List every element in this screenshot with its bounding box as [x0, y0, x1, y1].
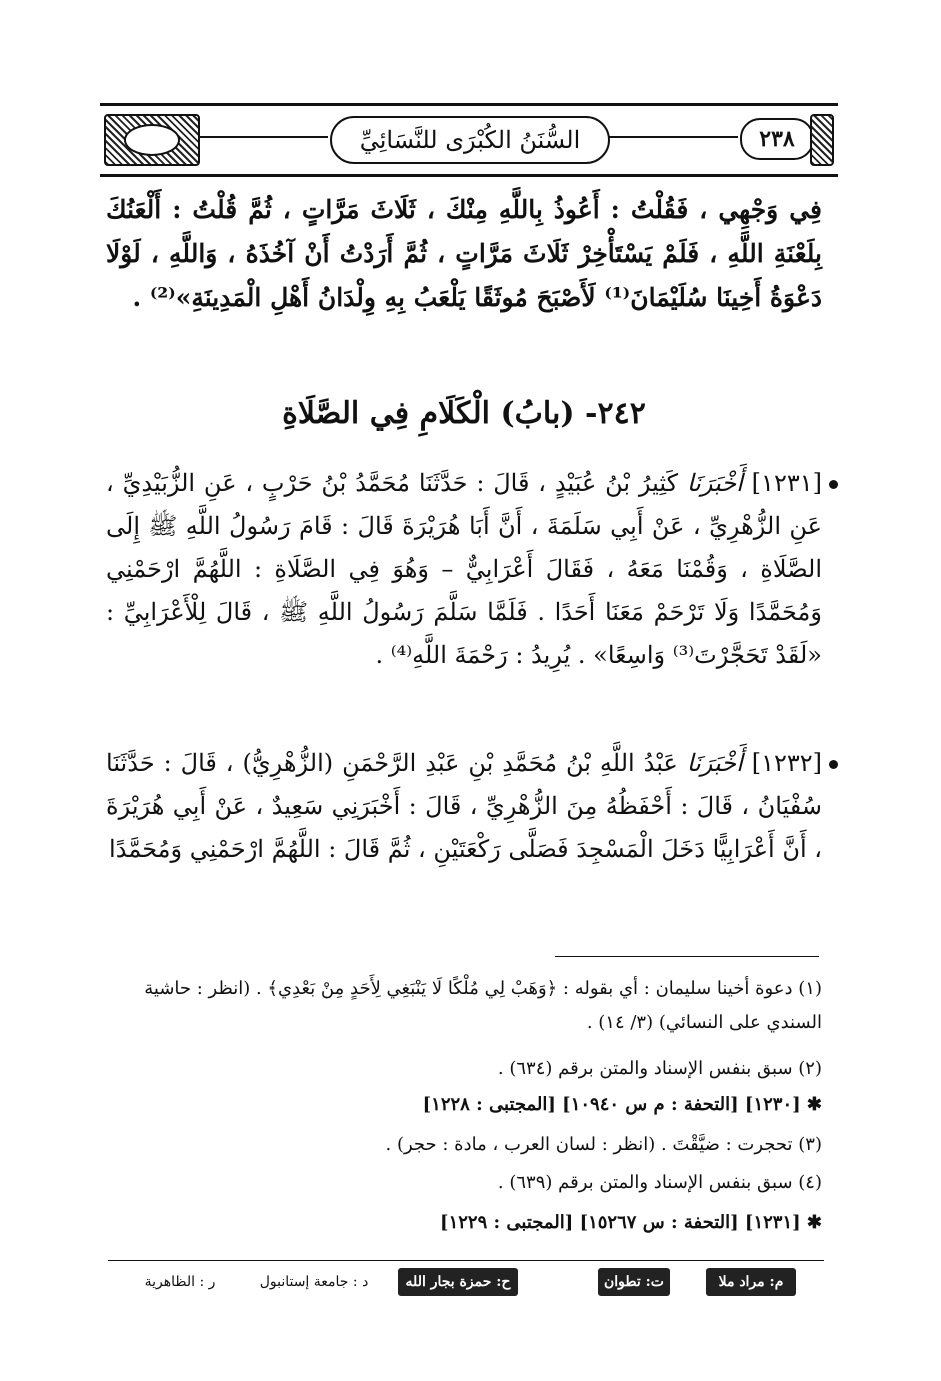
page-header	[100, 103, 838, 177]
hadith-akhbarana: أَخْبَرَنَا	[686, 749, 743, 777]
bullet-icon	[829, 760, 838, 769]
credit-d: د : جامعة إستانبول	[259, 1274, 369, 1290]
ornament-right-icon	[810, 114, 834, 166]
opening-paragraph: فِي وَجْهِي ، فَقُلْتُ : أَعُوذُ بِاللَّهِ مِنْكَ ، ثَلَاثَ مَرَّاتٍ ، ثُمَّ قُلْتُ : أَلْعَنُكَ بِلَعْنَةِ اللَّهِ ، فَلَمْ يَسْتَأْخِرْ ثَلَاثَ مَرَّاتٍ ، ثُمَّ أَرَدْتُ أَنْ آخُذَهُ ، وَاللَّهِ ، لَوْلَا دَعْوَةُ أَخِينَا سُلَيْمَانَ⁽¹⁾ لَأَصْبَحَ مُوثَقًا يَلْعَبُ بِهِ وِلْدَانُ أَهْلِ الْمَدِينَةِ»⁽²⁾ .	[106, 195, 822, 312]
footnote-takhrij-1231: ✱ [١٢٣١] [التحفة : س ١٥٢٦٧] [المجتبى : ١٢٢٩]	[440, 1212, 822, 1233]
hadith-number: [١٢٣٢]	[751, 749, 822, 777]
footnote-2: (٢) سبق بنفس الإسناد والمتن برقم (٦٣٤) .	[497, 1058, 822, 1079]
credit-h: ح: حمزة بجار الله	[398, 1268, 518, 1296]
chapter-heading: ٢٤٢- (بابُ) الْكَلَامِ فِي الصَّلَاةِ	[282, 396, 646, 431]
footnote-divider	[555, 956, 819, 957]
book-title: السُّنَنُ الكُبْرَى للنَّسَائِيِّ	[330, 116, 610, 164]
credit-m: م: مراد ملا	[706, 1268, 796, 1296]
credit-t: ت: تطوان	[598, 1268, 670, 1296]
hadith-text: كَثِيرُ بْنُ عُبَيْدٍ ، قَالَ : حَدَّثَنَا مُحَمَّدُ بْنُ حَرْبٍ ، عَنِ الزُّبَيْدِيِّ ، عَنِ الزُّهْرِيِّ ، عَنْ أَبِي سَلَمَةَ ، أَنَّ أَبَا هُرَيْرَةَ قَالَ : قَامَ رَسُولُ اللَّهِ ﷺ إِلَى الصَّلَاةِ ، وَقُمْنَا مَعَهُ ، فَقَالَ أَعْرَابِيٌّ – وَهُوَ فِي الصَّلَاةِ : اللَّهُمَّ ارْحَمْنِي وَمُحَمَّدًا وَلَا تَرْحَمْ مَعَنَا أَحَدًا . فَلَمَّا سَلَّمَ رَسُولُ اللَّهِ ﷺ ، قَالَ لِلْأَعْرَابِيِّ : «لَقَدْ تَحَجَّرْتَ⁽³⁾ وَاسِعًا» . يُرِيدُ : رَحْمَةَ اللَّهِ⁽⁴⁾ .	[106, 469, 822, 669]
hadith-1231	[106, 462, 822, 677]
hadith-number: [١٢٣١]	[751, 469, 822, 497]
bullet-icon	[829, 480, 838, 489]
footnote-4: (٤) سبق بنفس الإسناد والمتن برقم (٦٣٩) .	[497, 1172, 822, 1193]
page-number: ٢٣٨	[740, 118, 814, 160]
footnote-3: (٣) تحجرت : ضيَّقْتَ . (انظر : لسان العرب ، مادة : حجر) .	[385, 1134, 822, 1155]
footnote-1: (١) دعوة أخينا سليمان : أي بقوله : ﴿وَهَبْ لِي مُلْكًا لَا يَنْبَغِي لِأَحَدٍ مِنْ بَعْدِي﴾ . (انظر : حاشية السندي على النسائي) (٣/ ١٤) .	[144, 978, 822, 1033]
hadith-1232	[106, 742, 822, 871]
footnote-takhrij-1230: ✱ [١٢٣٠] [التحفة : م س ١٠٩٤٠] [المجتبى : ١٢٢٨]	[422, 1094, 822, 1115]
ornament-left-icon	[104, 114, 200, 166]
credits-divider	[108, 1260, 824, 1261]
hadith-akhbarana: أَخْبَرَنَا	[686, 469, 743, 497]
hadith-text: عَبْدُ اللَّهِ بْنُ مُحَمَّدِ بْنِ عَبْدِ الرَّحْمَنِ (الزُّهْرِيُّ) ، قَالَ : حَدَّثَنَا سُفْيَانُ ، قَالَ : أَحْفَظُهُ مِنَ الزُّهْرِيِّ ، قَالَ : أَخْبَرَنِي سَعِيدٌ ، عَنْ أَبِي هُرَيْرَةَ ، أَنَّ أَعْرَابِيًّا دَخَلَ الْمَسْجِدَ فَصَلَّى رَكْعَتَيْنِ ، ثُمَّ قَالَ : اللَّهُمَّ ارْحَمْنِي وَمُحَمَّدًا	[106, 749, 822, 863]
credit-r: ر : الظاهرية	[144, 1274, 216, 1290]
